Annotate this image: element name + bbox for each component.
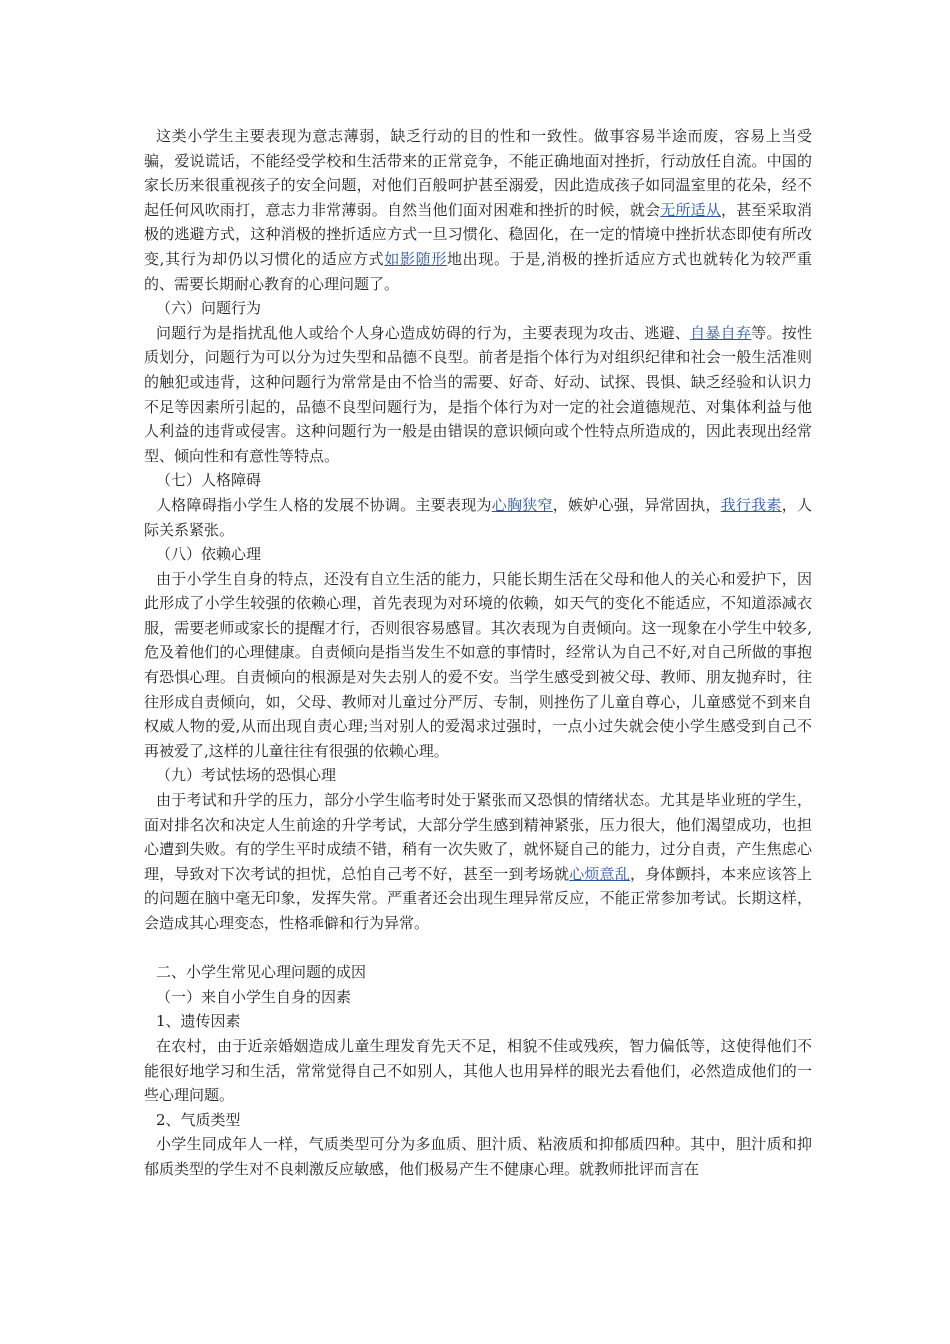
link-zibaoziqi[interactable]: 自暴自弃 <box>690 323 752 342</box>
document-body <box>144 124 812 1182</box>
heading-exam-fear: （九）考试怯场的恐惧心理 <box>156 766 337 785</box>
text-segment: ，嫉妒心强，异常固执， <box>552 495 721 514</box>
text-segment: ，甚至采取消极的逃避方式，这种消极的挫折适应方式一旦习惯化、稳固化，在一定的情境中挫折状态即使有所改变,其行为却仍以习惯化的适应方式 <box>144 200 812 268</box>
text-segment: 等。按性质划分，问题行为可以分为过失型和品德不良型。前者是指个体行为对组织纪律和社会一般生活准则的触犯或违背，这种问题行为常常是由不恰当的需要、好奇、好动、试探、畏惧、缺乏经验和认识力不足等因素所引起的，品德不良型问题行为，是指个体行为对一定的社会道德规范、对集体利益与他人利益的违背或侵害。这种问题行为一般是由错误的意识倾向或个性特点所造成的，因此表现出经常型、倾向性和有意性等特点。 <box>144 323 812 465</box>
numbered-heading-heredity: 1、遗传因素 <box>156 1012 241 1031</box>
paragraph-exam-fear <box>144 788 812 936</box>
text-segment: 地出现。于是,消极的挫折适应方式也就转化为较严重的、需要长期耐心教育的心理问题了。 <box>144 249 812 293</box>
text-segment: 问题行为是指扰乱他人或给个人身心造成妨碍的行为，主要表现为攻击、逃避、 <box>156 323 691 342</box>
text-segment: ，身体颤抖，本来应该答上的问题在脑中毫无印象，发挥失常。严重者还会出现生理异常反应，不能正常参加考试。长期这样，会造成其心理变态，性格乖僻和行为异常。 <box>144 864 812 932</box>
text-segment: 人格障碍指小学生人格的发展不协调。主要表现为 <box>156 495 492 514</box>
paragraph-problem-behavior <box>144 321 812 469</box>
heading-dependence: （八）依赖心理 <box>156 545 262 564</box>
paragraph-heredity: 在农村，由于近亲婚姻造成儿童生理发育先天不足，相貌不佳或残疾，智力偏低等，这使得他们不能很好地学习和生活，常常觉得自己不如别人，其他人也用异样的眼光去看他们，必然造成他们的一些心理问题。 <box>144 1036 812 1105</box>
link-wusuoshicong[interactable]: 无所适从 <box>660 200 722 219</box>
link-ruyingsuixing[interactable]: 如影随形 <box>384 249 448 268</box>
heading-problem-behavior: （六）问题行为 <box>156 299 262 318</box>
paragraph-personality-disorder <box>144 493 812 542</box>
link-xinfanyiluan[interactable]: 心烦意乱 <box>569 864 630 883</box>
paragraph-willpower <box>144 124 812 296</box>
section-heading-causes: 二、小学生常见心理问题的成因 <box>156 963 367 982</box>
paragraph-temperament: 小学生同成年人一样，气质类型可分为多血质、胆汁质、粘液质和抑郁质四种。其中，胆汁质和抑郁质类型的学生对不良刺激反应敏感，他们极易产生不健康心理。就教师批评而言在 <box>144 1135 812 1178</box>
text-segment: ，人际关系紧张。 <box>144 495 812 539</box>
text-segment: 这类小学生主要表现为意志薄弱，缺乏行动的目的性和一致性。做事容易半途而废，容易上当受骗，爱说谎话，不能经受学校和生活带来的正常竞争，不能正确地面对挫折，行动放任自流。中国的家长历来很重视孩子的安全问题，对他们百般呵护甚至溺爱，因此造成孩子如同温室里的花朵，经不起任何风吹雨打，意志力非常薄弱。自然当他们面对困难和挫折的时候，就会 <box>144 127 812 219</box>
numbered-heading-temperament: 2、气质类型 <box>156 1110 241 1129</box>
text-segment: 由于考试和升学的压力，部分小学生临考时处于紧张而又恐惧的情绪状态。尤其是毕业班的学生，面对排名次和决定人生前途的升学考试，大部分学生感到精神紧张，压力很大，他们渴望成功，也担心遭到失败。有的学生平时成绩不错，稍有一次失败了，就怀疑自己的能力，过分自责，产生焦虑心理，导致对下次考试的担忧，总怕自己考不好，甚至一到考场就 <box>144 791 812 883</box>
blank-line <box>144 936 812 961</box>
paragraph-dependence: 由于小学生自身的特点，还没有自立生活的能力，只能长期生活在父母和他人的关心和爱护下，因此形成了小学生较强的依赖心理，首先表现为对环境的依赖，如天气的变化不能适应，不知道添减衣服，需要老师或家长的提醒才行，否则很容易感冒。其次表现为自责倾向。这一现象在小学生中较多,危及着他们的心理健康。自责倾向是指当发生不如意的事情时，经常认为自己不好,对自己所做的事抱有恐惧心理。自责倾向的根源是对失去别人的爱不安。当学生感受到被父母、教师、朋友抛弃时，往往形成自责倾向，如，父母、教师对儿童过分严厉、专制，则挫伤了儿童自尊心，儿童感觉不到来自权威人物的爱,从而出现自责心理;当对别人的爱渴求过强时，一点小过失就会使小学生感受到自己不再被爱了,这样的儿童往往有很强的依赖心理。 <box>144 569 812 760</box>
link-xinxiongxiazhai[interactable]: 心胸狭窄 <box>491 495 553 514</box>
subheading-self-factors: （一）来自小学生自身的因素 <box>156 987 352 1006</box>
heading-personality-disorder: （七）人格障碍 <box>156 471 262 490</box>
link-woxingwosu[interactable]: 我行我素 <box>720 495 782 514</box>
